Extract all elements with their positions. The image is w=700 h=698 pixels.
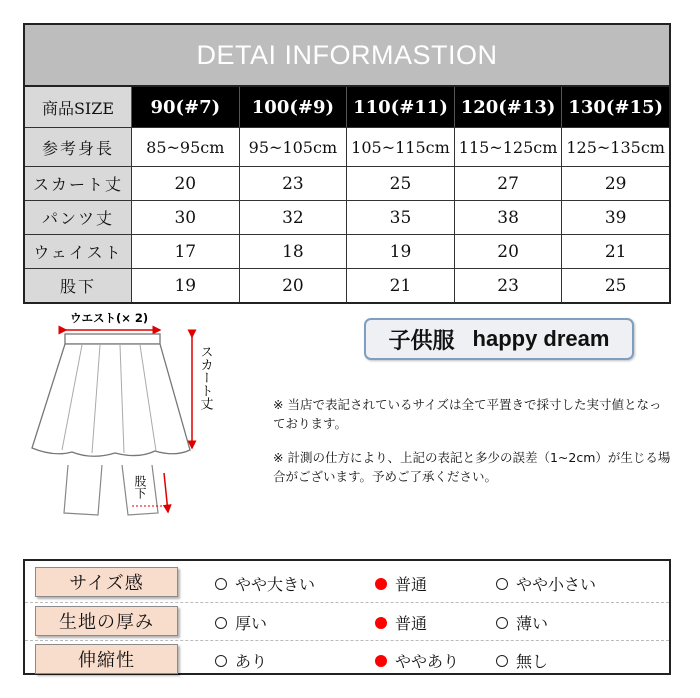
attributes-panel [23,559,671,675]
brand-name: happy dream [472,326,610,351]
attr-row-thickness [25,604,669,640]
brand-tag [364,318,634,360]
option-text: 無し [516,652,549,671]
option-text: ややあり [395,652,460,671]
attr-option [215,572,315,595]
table-cell: 95~105cm [239,128,347,166]
table-cell: 30 [131,201,239,234]
attr-row-size-feel [25,565,669,601]
table-title: DETAI INFORMASTION [25,25,669,87]
attr-option [215,611,267,634]
radio-mark [215,578,227,590]
waistband [65,334,160,344]
table-cell: 17 [131,235,239,268]
radio-mark [496,578,508,590]
table-cell: 32 [239,201,347,234]
row-label: 股下 [25,269,131,302]
waist-label: ウエスト(× 2) [70,311,149,325]
table-cell: 19 [131,269,239,302]
radio-mark [215,617,227,629]
radio-mark-selected [375,578,387,590]
row-label: パンツ丈 [25,201,131,234]
option-text: 普通 [395,575,428,594]
table-row [25,235,669,269]
table-cell: 39 [561,201,669,234]
size-table [23,23,671,304]
table-cell: 20 [454,235,562,268]
table-cell: 105~115cm [346,128,454,166]
attr-option [496,611,548,634]
table-cell: 25 [561,269,669,302]
option-text: 厚い [235,614,268,633]
attr-option [496,649,548,672]
table-cell: 35 [346,201,454,234]
attr-option [375,649,459,672]
attr-row-stretch [25,642,669,678]
option-text: 薄い [516,614,549,633]
table-cell: 27 [454,167,562,200]
table-cell: 125~135cm [561,128,669,166]
table-cell: 23 [454,269,562,302]
radio-mark-selected [375,617,387,629]
radio-mark [496,655,508,667]
attr-label: 生地の厚み [35,606,178,636]
table-cell: 23 [239,167,347,200]
inseam-label: 股下 [133,475,147,499]
header-label: 商品SIZE [25,87,131,127]
skirt-body [32,344,190,456]
table-cell: 85~95cm [131,128,239,166]
row-label: スカート丈 [25,167,131,200]
inseam-arrow [164,473,168,512]
note-tolerance: ※ 計測の仕方により、上記の表記と多少の誤差（1~2cm）が生じる場合がございます。予めご了承ください。 [273,450,671,484]
table-cell: 38 [454,201,562,234]
attr-label: サイズ感 [35,567,178,597]
attr-option [375,572,427,595]
notes [273,395,673,501]
table-header-row [25,87,669,128]
divider [25,640,669,641]
attr-label: 伸縮性 [35,644,178,674]
skirt-measurement-diagram [20,305,220,525]
radio-mark-selected [375,655,387,667]
table-cell: 19 [346,235,454,268]
divider [25,602,669,603]
option-text: やや小さい [516,575,597,594]
table-cell: 25 [346,167,454,200]
table-row [25,201,669,235]
table-cell: 115~125cm [454,128,562,166]
header-size: 110(#11) [346,87,454,127]
header-size: 100(#9) [239,87,347,127]
table-cell: 29 [561,167,669,200]
attr-option [375,611,427,634]
table-cell: 21 [561,235,669,268]
table-cell: 21 [346,269,454,302]
table-cell: 18 [239,235,347,268]
radio-mark [496,617,508,629]
attr-option [496,572,596,595]
option-text: やや大きい [235,575,316,594]
header-size: 90(#7) [131,87,239,127]
table-row [25,167,669,201]
header-size: 130(#15) [561,87,669,127]
skirt-length-label: スカート丈 [197,345,213,410]
note-measurement: ※ 当店で表記されているサイズは全て平置きで採寸した実寸値となっております。 [273,397,662,431]
table-cell: 20 [239,269,347,302]
radio-mark [215,655,227,667]
row-label: 参考身長 [25,128,131,166]
table-row [25,269,669,302]
table-cell: 20 [131,167,239,200]
option-text: あり [235,652,268,671]
option-text: 普通 [395,614,428,633]
brand-jp: 子供服 [388,328,455,354]
header-size: 120(#13) [454,87,562,127]
table-row [25,128,669,167]
attr-option [215,649,267,672]
row-label: ウェイスト [25,235,131,268]
